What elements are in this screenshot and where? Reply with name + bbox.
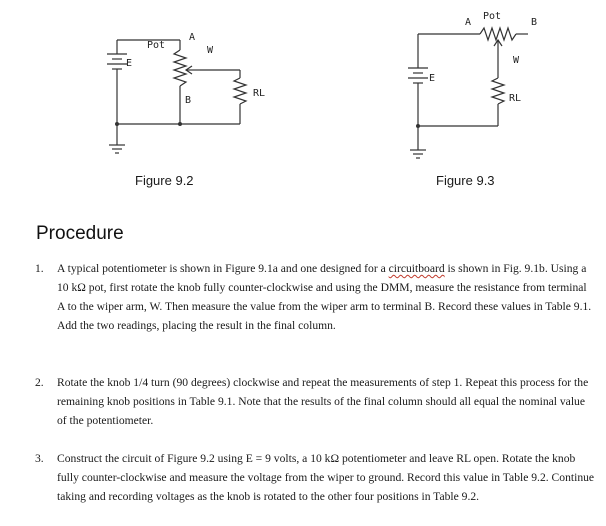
figure-9-3-pot-label: Pot [483, 11, 502, 22]
step-text [57, 259, 595, 335]
figure-9-3-caption: Figure 9.3 [436, 173, 495, 188]
step-number: 1. [35, 262, 44, 275]
step-text-part: Rotate the knob 1/4 turn (90 degrees) clockwise and repeat the measurements of step 1. Repeat this process for the remaining knob positions in Table 9.1. Note that the results of the final column should all equal the nominal value of the potentiometer. [57, 376, 589, 427]
figure-9-2-wiper-label: W [207, 45, 214, 56]
figure-9-3-terminal-a-label: A [465, 17, 472, 28]
figure-9-3-terminal-b-label: B [531, 17, 538, 28]
figure-9-2-caption: Figure 9.2 [135, 173, 194, 188]
step-text-part: Construct the circuit of Figure 9.2 using E = 9 volts, a 10 kΩ potentiometer and leave RL open. Rotate the knob fully counter-clockwise and measure the voltage from the wiper to ground. Record this value in Table 9.2. Continue taking and recording voltages as the knob is rotated to the other four positions in Table 9.2. [57, 452, 595, 503]
step-number: 3. [35, 452, 44, 465]
figure-9-2-terminal-b-label: B [185, 95, 192, 106]
figure-9-3-source-label: E [429, 73, 436, 84]
procedure-heading: Procedure [36, 223, 124, 244]
step-text-part: is shown in Fig. 9.1b. Using a 10 kΩ pot, first rotate the knob fully counter-clockwise and using the DMM, measure the resistance from terminal A to the wiper arm, W. Then measure the value from the wiper arm to terminal B. Record these values in Table 9.1. Add the two readings, placing the result in the final column. [57, 262, 592, 332]
procedure-step-2 [35, 373, 595, 430]
figure-9-2-terminal-a-label: A [189, 32, 196, 43]
figure-9-2-pot-label: Pot [147, 40, 166, 51]
figure-9-3-labels [0, 0, 606, 200]
step-text [57, 373, 595, 430]
step-text-part: A typical potentiometer is shown in Figure 9.1a and one designed for a [57, 262, 389, 275]
figure-9-2-source-label: E [126, 58, 133, 69]
procedure-step-3 [35, 449, 595, 506]
procedure-step-1 [35, 259, 595, 335]
step-text [57, 449, 595, 506]
figure-9-3-wiper-label: W [513, 55, 520, 66]
spelling-flagged-word: circuitboard [388, 262, 445, 275]
step-number: 2. [35, 376, 44, 389]
figure-9-3-load-label: RL [509, 93, 522, 104]
figure-9-2-load-label: RL [253, 88, 266, 99]
